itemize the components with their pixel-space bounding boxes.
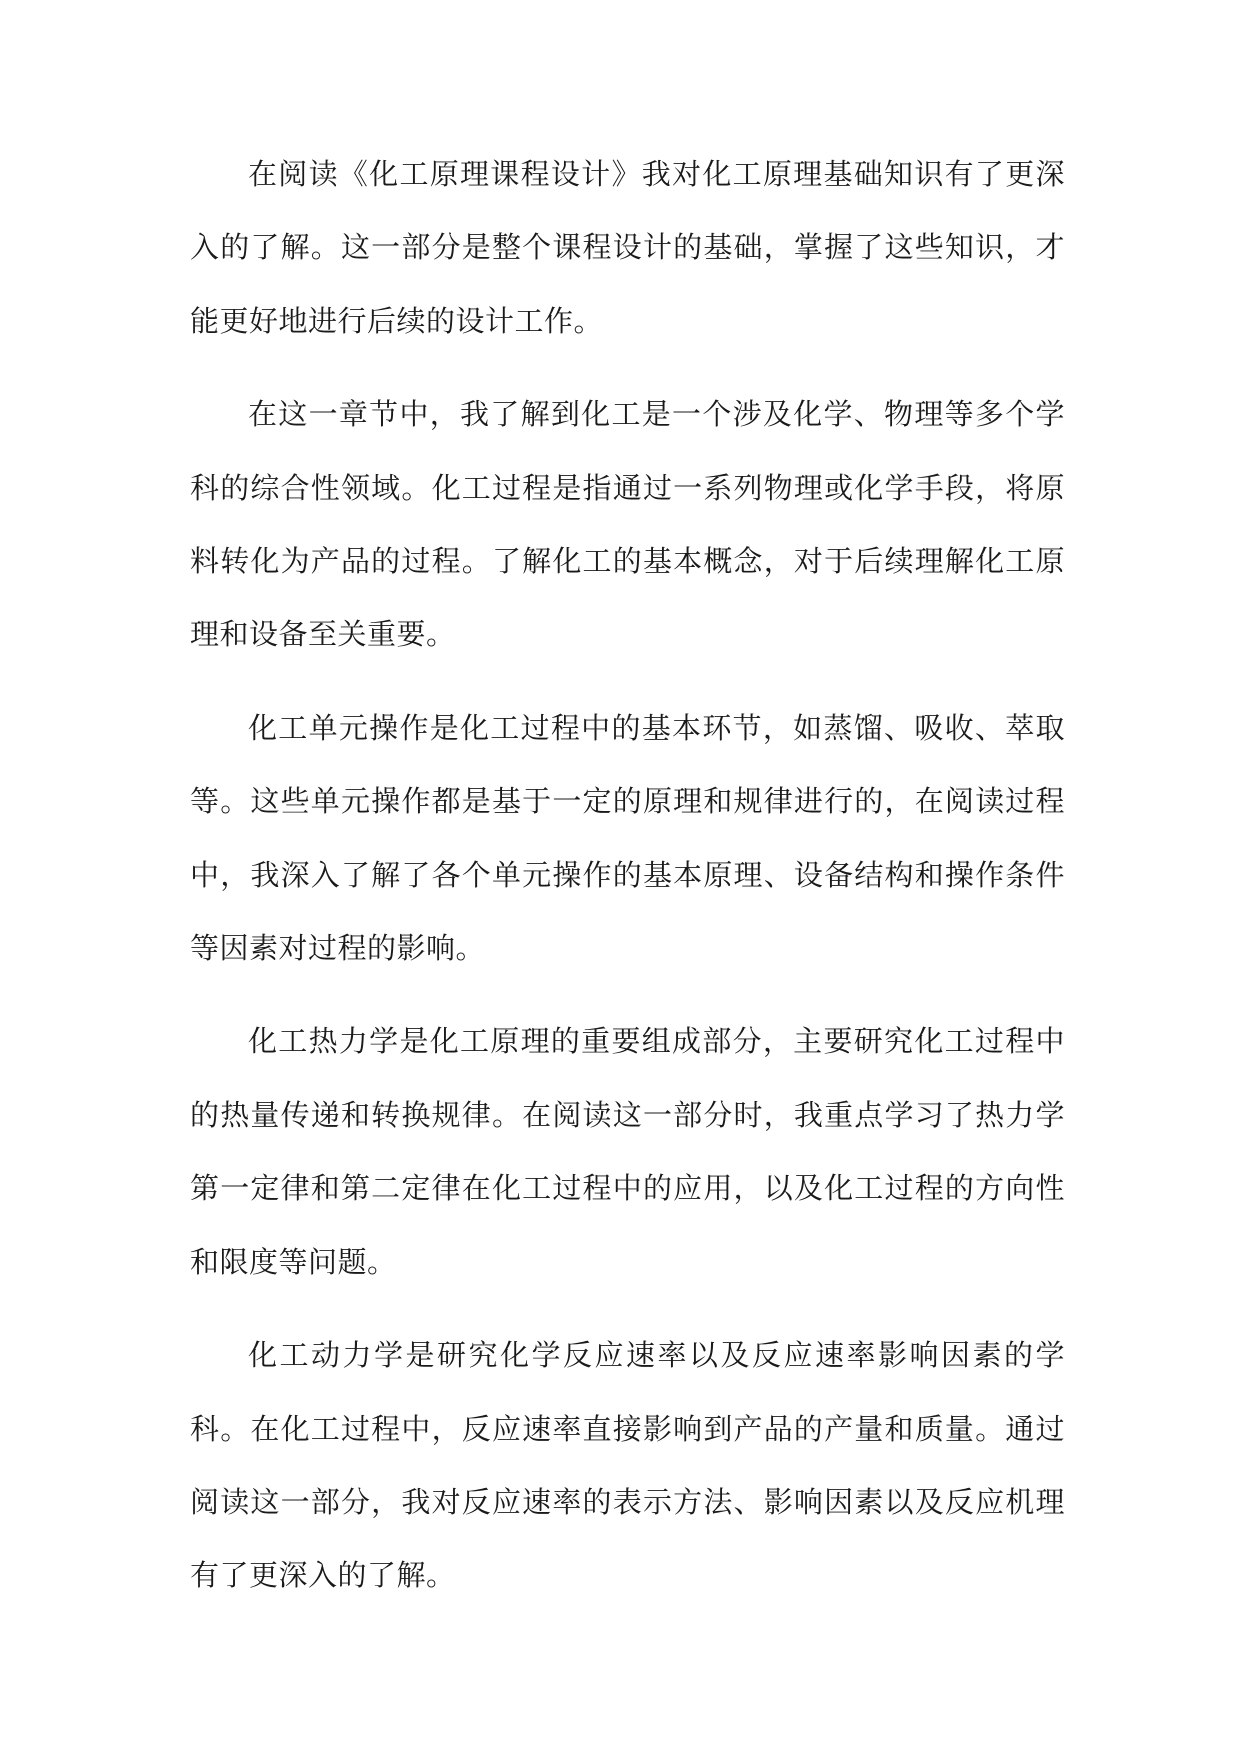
paragraph-5: 化工动力学是研究化学反应速率以及反应速率影响因素的学科。在化工过程中，反应速率直接影响到产品的产量和质量。通过阅读这一部分，我对反应速率的表示方法、影响因素以及反应机理有了更深入的了解。 xyxy=(190,1338,1065,1593)
paragraph-4: 化工热力学是化工原理的重要组成部分，主要研究化工过程中的热量传递和转换规律。在阅读这一部分时，我重点学习了热力学第一定律和第二定律在化工过程中的应用，以及化工过程的方向性和限度等问题。 xyxy=(190,1024,1065,1279)
paragraph-3: 化工单元操作是化工过程中的基本环节，如蒸馏、吸收、萃取等。这些单元操作都是基于一定的原理和规律进行的，在阅读过程中，我深入了解了各个单元操作的基本原理、设备结构和操作条件等因素对过程的影响。 xyxy=(190,710,1065,966)
document-body xyxy=(190,138,1065,1633)
paragraph-1: 在阅读《化工原理课程设计》我对化工原理基础知识有了更深入的了解。这一部分是整个课程设计的基础，掌握了这些知识，才能更好地进行后续的设计工作。 xyxy=(190,157,1065,338)
paragraph-2: 在这一章节中，我了解到化工是一个涉及化学、物理等多个学科的综合性领域。化工过程是指通过一系列物理或化学手段，将原料转化为产品的过程。了解化工的基本概念，对于后续理解化工原理和设备至关重要。 xyxy=(190,397,1065,652)
